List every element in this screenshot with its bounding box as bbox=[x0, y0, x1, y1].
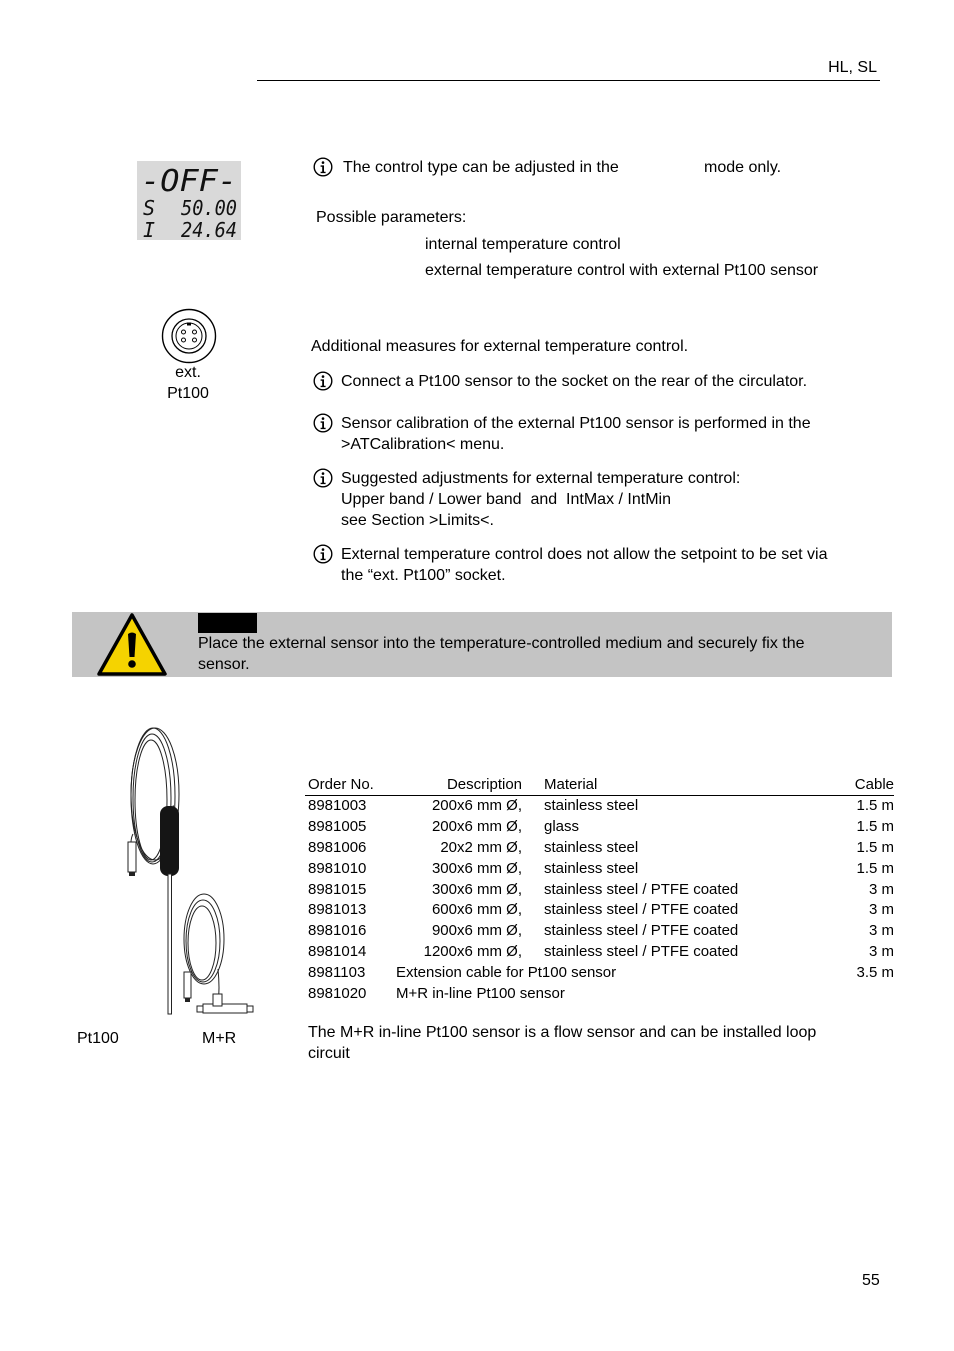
description: 200x6 mm Ø, bbox=[431, 818, 522, 836]
column-header: Description bbox=[396, 771, 522, 796]
note-line: External temperature control does not allow the setpoint to be set via bbox=[341, 546, 828, 563]
cable-length: 1.5 m bbox=[856, 797, 894, 815]
lcd-line-2-tag: S bbox=[143, 196, 156, 220]
info-icon bbox=[313, 544, 333, 564]
flow-note-line2: circuit bbox=[308, 1045, 350, 1062]
sensor-label-mr: M+R bbox=[202, 1030, 237, 1047]
material: stainless steel bbox=[544, 838, 639, 856]
cable-length: 3 m bbox=[868, 901, 894, 919]
pt100-socket-icon bbox=[161, 308, 217, 364]
material: stainless steel / PTFE coated bbox=[544, 922, 739, 940]
parameter-item: internal temperature control bbox=[425, 236, 621, 253]
cable-length: 3 m bbox=[868, 880, 894, 898]
table-row bbox=[305, 921, 894, 942]
table-row bbox=[305, 879, 894, 900]
description: 900x6 mm Ø, bbox=[431, 922, 522, 940]
order-number: 8981003 bbox=[308, 797, 367, 815]
note-calibration bbox=[313, 413, 883, 455]
warning-text-line1: Place the external sensor into the temperature-controlled medium and securely fix the bbox=[198, 635, 805, 652]
lcd-display bbox=[137, 161, 241, 240]
table-row bbox=[305, 796, 894, 817]
info-icon bbox=[313, 468, 333, 488]
lcd-line-3-tag: I bbox=[143, 218, 156, 240]
material: stainless steel / PTFE coated bbox=[544, 880, 739, 898]
cable-length: 1.5 m bbox=[856, 838, 894, 856]
cable-length: 3 m bbox=[868, 942, 894, 960]
order-number: 8981006 bbox=[308, 838, 367, 856]
parameter-item: external temperature control with external Pt100 sensor bbox=[425, 262, 819, 279]
note-suggested-adjustments bbox=[313, 468, 883, 531]
table-row bbox=[305, 942, 894, 963]
order-number: 8981005 bbox=[308, 818, 367, 836]
order-number: 8981013 bbox=[308, 901, 367, 919]
column-header: Order No. bbox=[305, 771, 396, 796]
order-number: 8981014 bbox=[308, 942, 367, 960]
control-type-note bbox=[313, 157, 873, 178]
note-line: Upper band / Lower band and IntMax / IntMin bbox=[341, 491, 671, 508]
material: stainless steel / PTFE coated bbox=[544, 901, 739, 919]
warning-triangle-icon bbox=[96, 612, 168, 677]
order-number: 8981103 bbox=[308, 963, 366, 981]
table-header-row bbox=[305, 771, 894, 796]
table-row bbox=[305, 983, 894, 1004]
description: 600x6 mm Ø, bbox=[431, 901, 522, 919]
material: stainless steel bbox=[544, 797, 639, 815]
control-type-text-after: mode only. bbox=[704, 159, 782, 176]
table-row bbox=[305, 900, 894, 921]
info-icon bbox=[313, 413, 333, 433]
lcd-line-2-value: 50.00 bbox=[181, 196, 237, 220]
note-line: >ATCalibration< menu. bbox=[341, 436, 505, 453]
lcd-line-1: -OFF- bbox=[141, 164, 237, 199]
table-row bbox=[305, 838, 894, 859]
column-header: Material bbox=[522, 771, 832, 796]
sensor-label-pt100: Pt100 bbox=[77, 1030, 119, 1047]
table-row bbox=[305, 858, 894, 879]
note-line: Sensor calibration of the external Pt100 sensor is performed in the bbox=[341, 415, 811, 432]
cable-length: 1.5 m bbox=[856, 859, 894, 877]
note-line: the “ext. Pt100” socket. bbox=[341, 567, 506, 584]
description: 200x6 mm Ø, bbox=[431, 797, 522, 815]
socket-label-line2: Pt100 bbox=[167, 385, 209, 402]
cable-length: 3 m bbox=[868, 922, 894, 940]
order-number: 8981010 bbox=[308, 859, 367, 877]
note-setpoint bbox=[313, 544, 893, 586]
description: 300x6 mm Ø, bbox=[431, 859, 522, 877]
flow-note-line1: The M+R in-line Pt100 sensor is a flow sensor and can be installed loop bbox=[308, 1024, 817, 1041]
lcd-display-graphic bbox=[137, 161, 241, 240]
additional-heading: Additional measures for external temperature control. bbox=[311, 338, 689, 355]
material: glass bbox=[544, 818, 580, 836]
material: stainless steel / PTFE coated bbox=[544, 942, 739, 960]
lcd-line-3-value: 24.64 bbox=[181, 218, 237, 240]
cable-length: 1.5 m bbox=[856, 818, 894, 836]
order-table bbox=[305, 771, 894, 1004]
order-number: 8981016 bbox=[308, 922, 367, 940]
cable-length bbox=[832, 983, 894, 1004]
description: 20x2 mm Ø, bbox=[440, 838, 522, 856]
control-type-text-before: The control type can be adjusted in the bbox=[343, 159, 619, 176]
description: Extension cable for Pt100 sensor bbox=[396, 963, 617, 981]
order-number: 8981015 bbox=[308, 880, 367, 898]
cable-length: 3.5 m bbox=[856, 963, 894, 981]
info-icon bbox=[313, 157, 333, 177]
note-line: see Section >Limits<. bbox=[341, 512, 494, 529]
warning-text-line2: sensor. bbox=[198, 656, 250, 673]
description: 300x6 mm Ø, bbox=[431, 880, 522, 898]
header-label: HL, SL bbox=[828, 59, 877, 76]
table-row bbox=[305, 962, 894, 983]
table-row bbox=[305, 817, 894, 838]
note-line: Connect a Pt100 sensor to the socket on the rear of the circulator. bbox=[341, 373, 808, 390]
pt100-sensors-illustration bbox=[100, 724, 260, 1022]
note-connect-sensor bbox=[313, 371, 883, 392]
description: M+R in-line Pt100 sensor bbox=[396, 984, 565, 1002]
socket-label-line1: ext. bbox=[175, 364, 201, 381]
info-icon bbox=[313, 371, 333, 391]
warning-label-box bbox=[198, 613, 257, 633]
note-line: Suggested adjustments for external temperature control: bbox=[341, 470, 741, 487]
order-number: 8981020 bbox=[308, 984, 367, 1002]
header-rule bbox=[257, 80, 880, 81]
parameters-heading: Possible parameters: bbox=[316, 209, 467, 226]
description: 1200x6 mm Ø, bbox=[423, 942, 522, 960]
page-number: 55 bbox=[862, 1272, 880, 1289]
material: stainless steel bbox=[544, 859, 639, 877]
column-header: Cable bbox=[832, 771, 894, 796]
